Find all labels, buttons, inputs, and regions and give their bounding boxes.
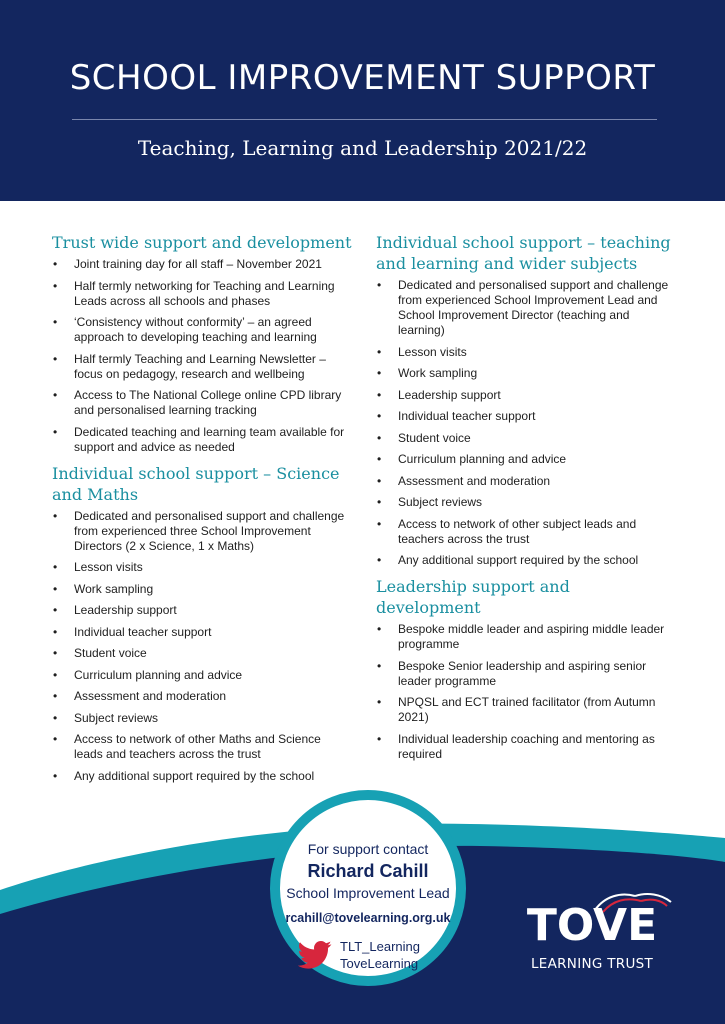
list-item: • Student voice [52,646,352,661]
list-item: • Subject reviews [376,495,676,510]
list-item: • Half termly Teaching and Learning Newsletter – focus on pedagogy, research and wellbeing [52,352,352,382]
section-heading: Leadership support and development [376,577,570,617]
list-item: • Joint training day for all staff – November 2021 [52,257,352,272]
section-leadership [376,576,676,762]
left-column [52,232,352,790]
section-heading: Individual school support – teaching and learning and wider subjects [376,233,671,273]
page-title: SCHOOL IMPROVEMENT SUPPORT [69,58,656,98]
list-item: • Bespoke middle leader and aspiring middle leader programme [376,622,676,652]
logo-wordmark: TOVE [526,900,658,951]
social-handles [340,938,420,972]
contact-label: For support contact [307,841,429,857]
list-item: • Student voice [376,431,676,446]
list-item: • Individual teacher support [52,625,352,640]
list-item: • Any additional support required by the school [52,769,352,784]
section-heading: Trust wide support and development [52,233,352,252]
list-item: • Access to network of other Maths and Science leads and teachers across the trust [52,732,352,762]
list-item: • Curriculum planning and advice [52,668,352,683]
list-item: • Individual teacher support [376,409,676,424]
list-item: • Dedicated and personalised support and challenge from experienced School Improvement Lead and School Improvement Director (teaching and learning) [376,278,676,338]
tove-logo [517,888,677,978]
list-item: • Dedicated teaching and learning team available for support and advice as needed [52,425,352,455]
logo-subtitle: LEARNING TRUST [530,956,654,972]
list-item: • Bespoke Senior leadership and aspiring senior leader programme [376,659,676,689]
bullet-list [52,257,352,455]
list-item: • Assessment and moderation [52,689,352,704]
list-item: • Curriculum planning and advice [376,452,676,467]
contact-name: Richard Cahill [307,861,429,881]
social-handles-block [298,938,458,974]
list-item: • Work sampling [52,582,352,597]
list-item: • Lesson visits [376,345,676,360]
bullet-list [52,509,352,784]
list-item: • Dedicated and personalised support and challenge from experienced three School Improvement Directors (2 x Science, 1 x Maths) [52,509,352,554]
list-item: • Access to network of other subject leads and teachers across the trust [376,517,676,547]
list-item: • Assessment and moderation [376,474,676,489]
header-banner [0,0,725,201]
list-item: • Lesson visits [52,560,352,575]
contact-block [260,840,476,926]
bullet-list [376,278,676,568]
list-item: • Subject reviews [52,711,352,726]
list-item: • Any additional support required by the school [376,553,676,568]
section-trust-wide [52,232,352,455]
page-subtitle: Teaching, Learning and Leadership 2021/22 [137,136,588,160]
list-item: • Access to The National College online CPD library and personalised learning tracking [52,388,352,418]
twitter-handle-tove[interactable]: ToveLearning [340,956,419,971]
right-column [376,232,676,768]
contact-role: School Improvement Lead [286,885,450,901]
twitter-handle-tlt[interactable]: TLT_Learning [340,939,420,954]
twitter-bird-icon[interactable] [298,940,332,970]
section-teaching-learning [376,232,676,568]
list-item: • ‘Consistency without conformity’ – an agreed approach to developing teaching and learning [52,315,352,345]
contact-email-link[interactable]: rcahill@tovelearning.org.uk [285,911,451,925]
section-science-maths [52,463,352,784]
list-item: • Work sampling [376,366,676,381]
list-item: • Leadership support [376,388,676,403]
bullet-list [376,622,676,762]
header-divider [72,119,657,120]
list-item: • NPQSL and ECT trained facilitator (from Autumn 2021) [376,695,676,725]
list-item: • Leadership support [52,603,352,618]
section-heading: Individual school support – Science and Maths [52,463,340,504]
list-item: • Individual leadership coaching and mentoring as required [376,732,676,762]
list-item: • Half termly networking for Teaching and Learning Leads across all schools and phases [52,279,352,309]
